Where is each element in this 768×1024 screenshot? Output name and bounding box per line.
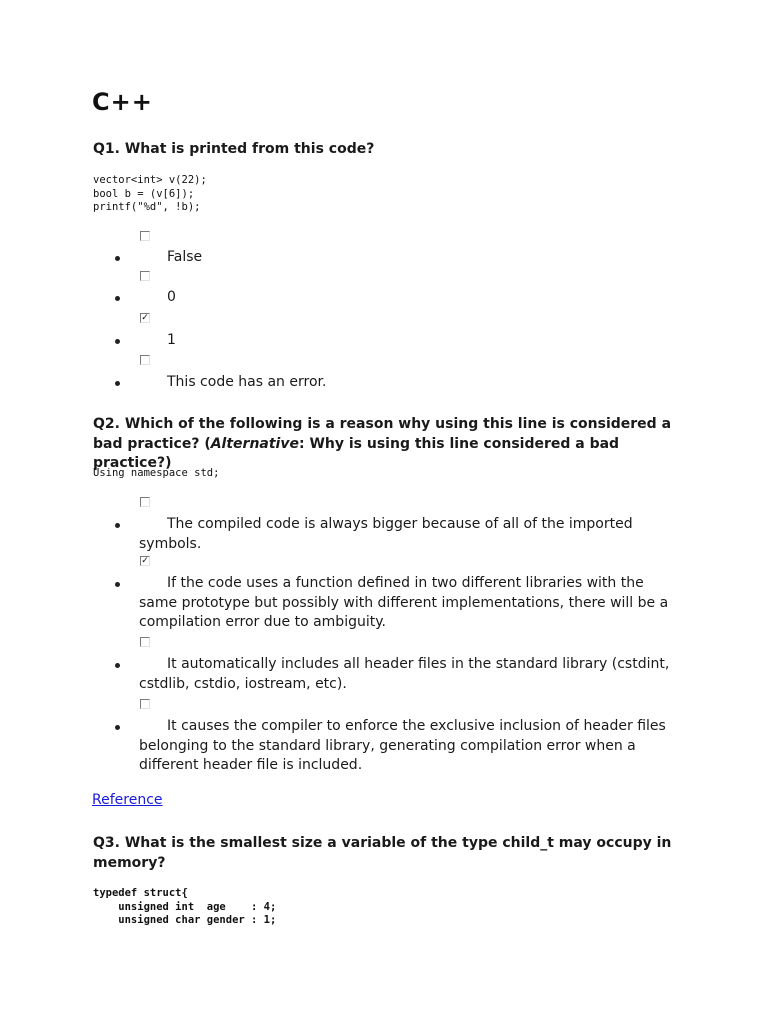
q1-option-text: False <box>167 249 203 265</box>
q2-code: Using namespace std; <box>93 467 220 479</box>
q2-option-text: If the code uses a function defined in two different libraries with the same prototype but possibly with different implementations, there will be a compilation error due to ambiguity. <box>139 575 669 630</box>
q1-option-text: 1 <box>167 332 176 348</box>
q1-option-checkbox[interactable] <box>140 271 150 281</box>
bullet-icon <box>115 381 120 386</box>
q1-option-checkbox-checked[interactable]: ✓ <box>141 313 149 323</box>
q2-question-part2: : Why is using this line considered a bad practice?) <box>93 435 620 471</box>
q2-question-part1: Q2. Which of the following is a reason why using this line is considered a bad practice? ( <box>93 416 672 452</box>
q2-question <box>93 415 693 474</box>
reference-link[interactable]: Reference <box>92 792 163 808</box>
q2-option-text: It causes the compiler to enforce the exclusive inclusion of header files belonging to the standard library, generating compilation error when a different header file is included. <box>139 718 666 773</box>
q2-question-alternative: Alternative <box>210 435 299 452</box>
q2-option-checkbox-checked[interactable]: ✓ <box>141 556 149 566</box>
bullet-icon <box>115 663 120 668</box>
q1-question: Q1. What is printed from this code? <box>93 141 375 157</box>
bullet-icon <box>115 296 120 301</box>
bullet-icon <box>115 256 120 261</box>
bullet-icon <box>115 339 120 344</box>
q3-code: typedef struct{ unsigned int age : 4; unsigned char gender : 1; <box>93 887 277 926</box>
q2-option-text: The compiled code is always bigger because of all of the imported symbols. <box>139 516 633 552</box>
q1-option-checkbox[interactable] <box>140 231 150 241</box>
q2-option-checkbox[interactable] <box>140 699 150 709</box>
page-title: C++ <box>92 88 153 116</box>
q2-option-checkbox[interactable] <box>140 637 150 647</box>
bullet-icon <box>115 725 120 730</box>
q2-option-text: It automatically includes all header files in the standard library (cstdint, cstdlib, cstdio, iostream, etc). <box>139 656 670 692</box>
q1-option-text: 0 <box>167 289 176 305</box>
q1-code: vector<int> v(22); bool b = (v[6]); printf("%d", !b); <box>93 174 207 213</box>
q3-question: Q3. What is the smallest size a variable of the type child_t may occupy in memory? <box>93 835 672 871</box>
q1-option-text: This code has an error. <box>167 374 327 390</box>
bullet-icon <box>115 582 120 587</box>
q1-option-checkbox[interactable] <box>140 355 150 365</box>
bullet-icon <box>115 523 120 528</box>
q2-option-checkbox[interactable] <box>140 497 150 507</box>
